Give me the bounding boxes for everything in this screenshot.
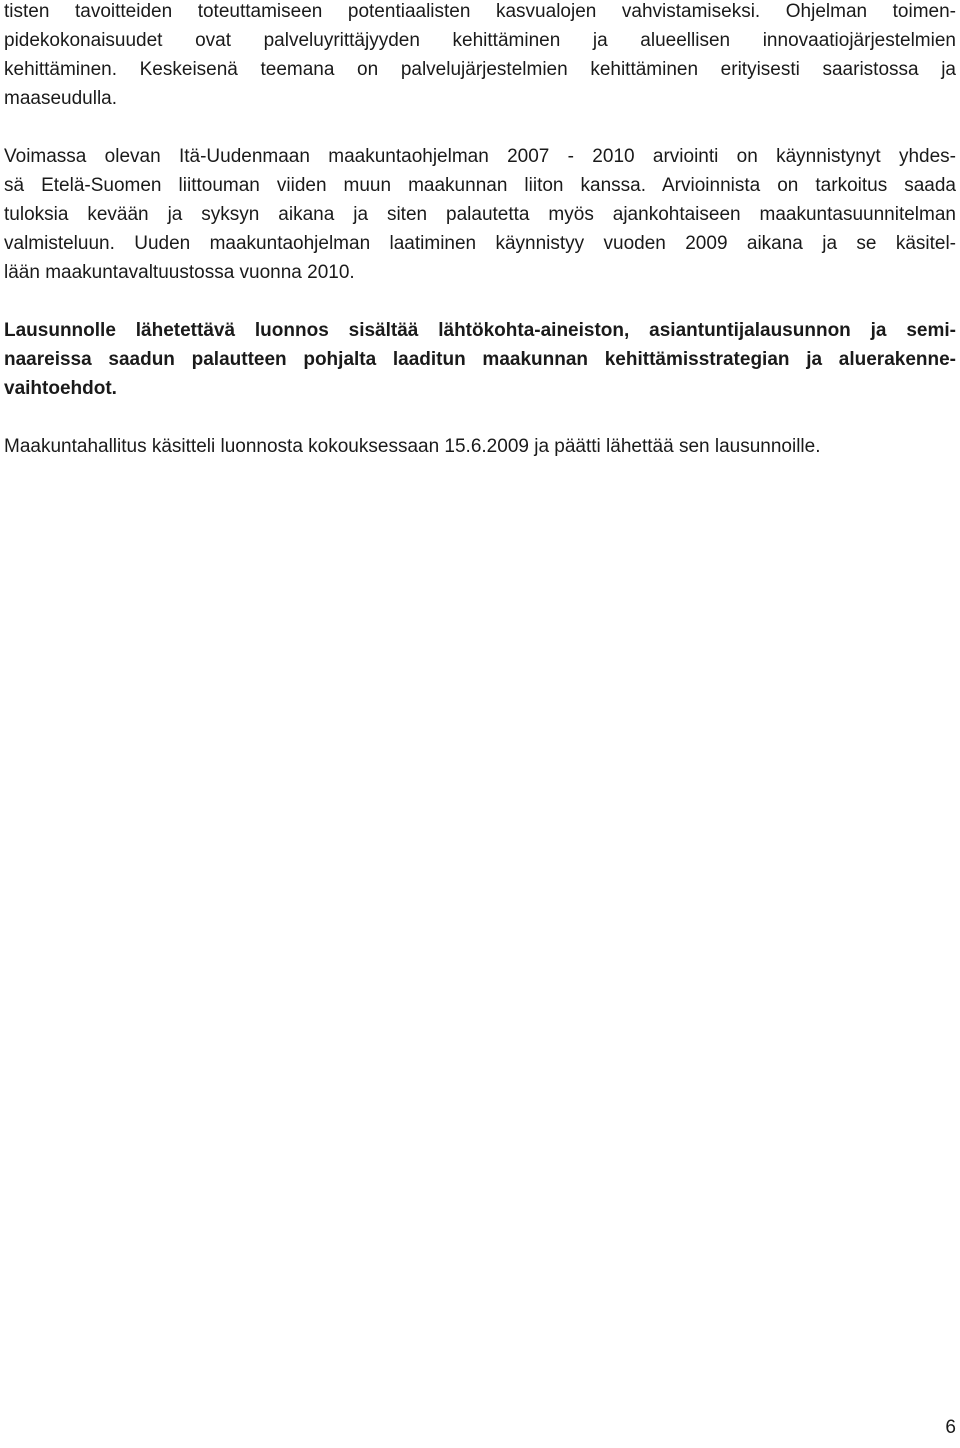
text-line: kehittäminen. Keskeisenä teemana on palvelujärjestelmien kehittäminen erityisesti saaristossa ja <box>4 59 956 80</box>
text-line: lään maakuntavaltuustossa vuonna 2010. <box>4 262 355 283</box>
paragraph-lausunnolle-bold <box>4 316 956 403</box>
text-line: tuloksia kevään ja syksyn aikana ja siten palautetta myös ajankohtaiseen maakuntasuunnitelman <box>4 204 956 225</box>
text-line: naareissa saadun palautteen pohjalta laaditun maakunnan kehittämisstrategian ja aluerakenne- <box>4 349 956 370</box>
text-line: sä Etelä-Suomen liittouman viiden muun maakunnan liiton kanssa. Arvioinnista on tarkoitus saada <box>4 175 956 196</box>
text-line: pidekokonaisuudet ovat palveluyrittäjyyden kehittäminen ja alueellisen innovaatiojärjestelmien <box>4 30 956 51</box>
paragraph-kasvualojen <box>4 0 956 113</box>
text-line: valmisteluun. Uuden maakuntaohjelman laatiminen käynnistyy vuoden 2009 aikana ja se käsitel- <box>4 233 956 254</box>
paragraph-maakuntahallitus <box>4 432 956 461</box>
text-line: Maakuntahallitus käsitteli luonnosta kokouksessaan 15.6.2009 ja päätti lähettää sen lausunnoille. <box>4 436 821 457</box>
text-line: maaseudulla. <box>4 88 118 109</box>
text-line: tisten tavoitteiden toteuttamiseen potentiaalisten kasvualojen vahvistamiseksi. Ohjelman toimen- <box>4 1 956 22</box>
page-number: 6 <box>945 1417 956 1438</box>
text-line: vaihtoehdot. <box>4 378 117 399</box>
text-line: Voimassa olevan Itä-Uudenmaan maakuntaohjelman 2007 - 2010 arviointi on käynnistynyt yhdes- <box>4 146 956 167</box>
paragraph-maakuntaohjelma <box>4 142 956 287</box>
text-line: Lausunnolle lähetettävä luonnos sisältää lähtökohta-aineiston, asiantuntijalausunnon ja semi- <box>4 320 956 341</box>
